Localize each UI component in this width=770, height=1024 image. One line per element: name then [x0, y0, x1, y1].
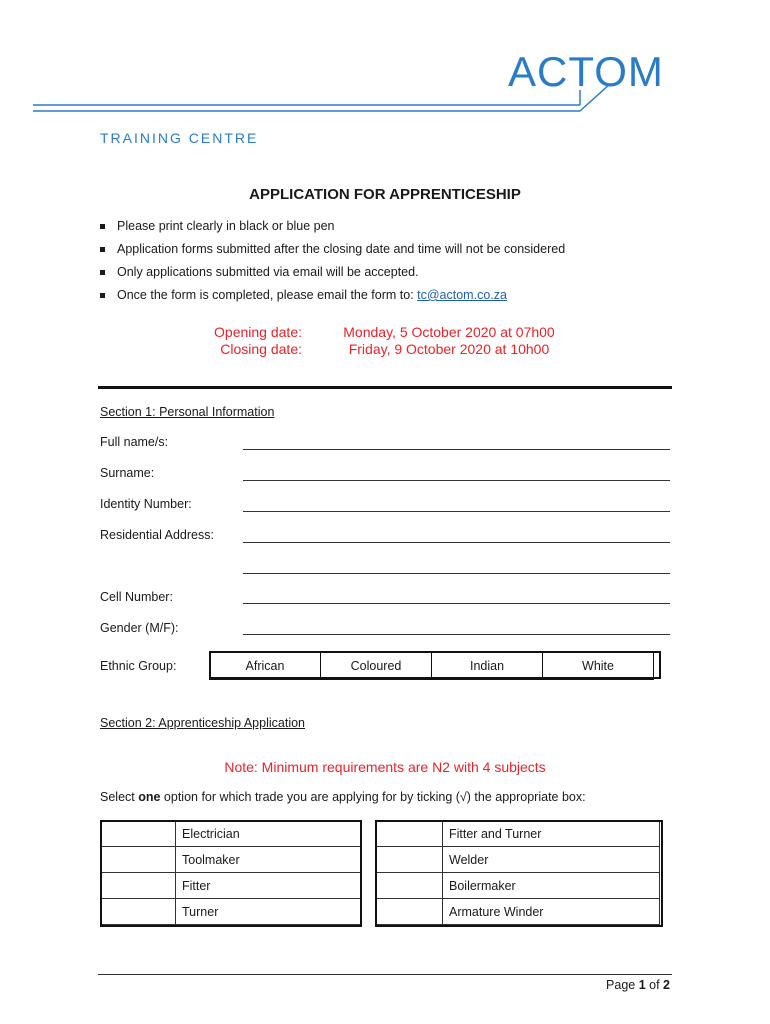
page-number: Page 1 of 2	[606, 978, 670, 992]
ethnic-option-white[interactable]: White	[543, 652, 654, 680]
tick-box-electrician[interactable]	[101, 821, 176, 847]
trade-row	[376, 821, 660, 847]
gender-field[interactable]	[243, 634, 670, 635]
section1-heading: Section 1: Personal Information	[100, 405, 275, 419]
ethnic-option-indian[interactable]: Indian	[432, 652, 543, 680]
trade-boilermaker: Boilermaker	[443, 873, 660, 899]
residential-address-field-line1[interactable]	[243, 542, 670, 543]
ethnic-group-label: Ethnic Group:	[100, 659, 177, 673]
identity-number-field[interactable]	[243, 511, 670, 512]
trade-row	[101, 821, 361, 847]
ethnic-option-coloured[interactable]: Coloured	[321, 652, 432, 680]
identity-number-label: Identity Number:	[100, 497, 192, 511]
ethnic-group-table	[209, 651, 654, 680]
training-centre-subtitle: TRAINING CENTRE	[100, 130, 259, 146]
instruction-item: Please print clearly in black or blue pen	[100, 218, 565, 241]
actom-logo: ACTOM	[508, 48, 664, 95]
cell-number-label: Cell Number:	[100, 590, 173, 604]
trade-row	[101, 847, 361, 873]
instruction-item: Once the form is completed, please email the form to: tc@actom.co.za	[100, 287, 565, 310]
footer-divider	[98, 974, 672, 975]
trade-welder: Welder	[443, 847, 660, 873]
bullet-square-icon	[100, 270, 105, 275]
requirements-note: Note: Minimum requirements are N2 with 4 subjects	[224, 759, 546, 775]
gender-label: Gender (M/F):	[100, 621, 179, 635]
trade-row	[101, 873, 361, 899]
tick-box-fitter-and-turner[interactable]	[376, 821, 443, 847]
trade-table-right	[375, 820, 660, 925]
full-name-label: Full name/s:	[100, 435, 169, 449]
trade-row	[376, 873, 660, 899]
tick-box-welder[interactable]	[376, 847, 443, 873]
date-labels	[150, 324, 302, 358]
trade-table-left	[100, 820, 361, 925]
trade-toolmaker: Toolmaker	[176, 847, 361, 873]
instructions-list	[100, 218, 565, 310]
email-link[interactable]: tc@actom.co.za	[417, 288, 507, 302]
trade-fitter: Fitter	[176, 873, 361, 899]
closing-date-value: Friday, 9 October 2020 at 10h00	[348, 341, 550, 357]
trade-row	[376, 847, 660, 873]
instruction-item: Application forms submitted after the closing date and time will not be considered	[100, 241, 565, 264]
section2-heading: Section 2: Apprenticeship Application	[100, 716, 305, 730]
tick-box-armature-winder[interactable]	[376, 899, 443, 925]
surname-label: Surname:	[100, 466, 155, 480]
trade-row	[101, 899, 361, 925]
full-name-field[interactable]	[243, 449, 670, 450]
tick-box-toolmaker[interactable]	[101, 847, 176, 873]
section-divider	[98, 386, 672, 389]
trade-fitter-and-turner: Fitter and Turner	[443, 821, 660, 847]
tick-box-turner[interactable]	[101, 899, 176, 925]
trade-turner: Turner	[176, 899, 361, 925]
trade-armature-winder: Armature Winder	[443, 899, 660, 925]
instruction-item: Only applications submitted via email will be accepted.	[100, 264, 565, 287]
bullet-square-icon	[100, 293, 105, 298]
surname-field[interactable]	[243, 480, 670, 481]
date-values	[325, 324, 573, 358]
form-title: APPLICATION FOR APPRENTICESHIP	[249, 186, 521, 203]
opening-date-label: Opening date:	[214, 324, 302, 340]
trade-instruction: Select one option for which trade you are applying for by ticking (√) the appropriate box:	[100, 790, 586, 804]
closing-date-label: Closing date:	[220, 341, 302, 357]
opening-date-value: Monday, 5 October 2020 at 07h00	[343, 324, 555, 340]
tick-box-boilermaker[interactable]	[376, 873, 443, 899]
bullet-square-icon	[100, 247, 105, 252]
bullet-square-icon	[100, 224, 105, 229]
residential-address-field-line2[interactable]	[243, 573, 670, 574]
trade-row	[376, 899, 660, 925]
trade-electrician: Electrician	[176, 821, 361, 847]
residential-address-label: Residential Address:	[100, 528, 214, 542]
tick-box-fitter[interactable]	[101, 873, 176, 899]
cell-number-field[interactable]	[243, 603, 670, 604]
ethnic-option-african[interactable]: African	[210, 652, 321, 680]
